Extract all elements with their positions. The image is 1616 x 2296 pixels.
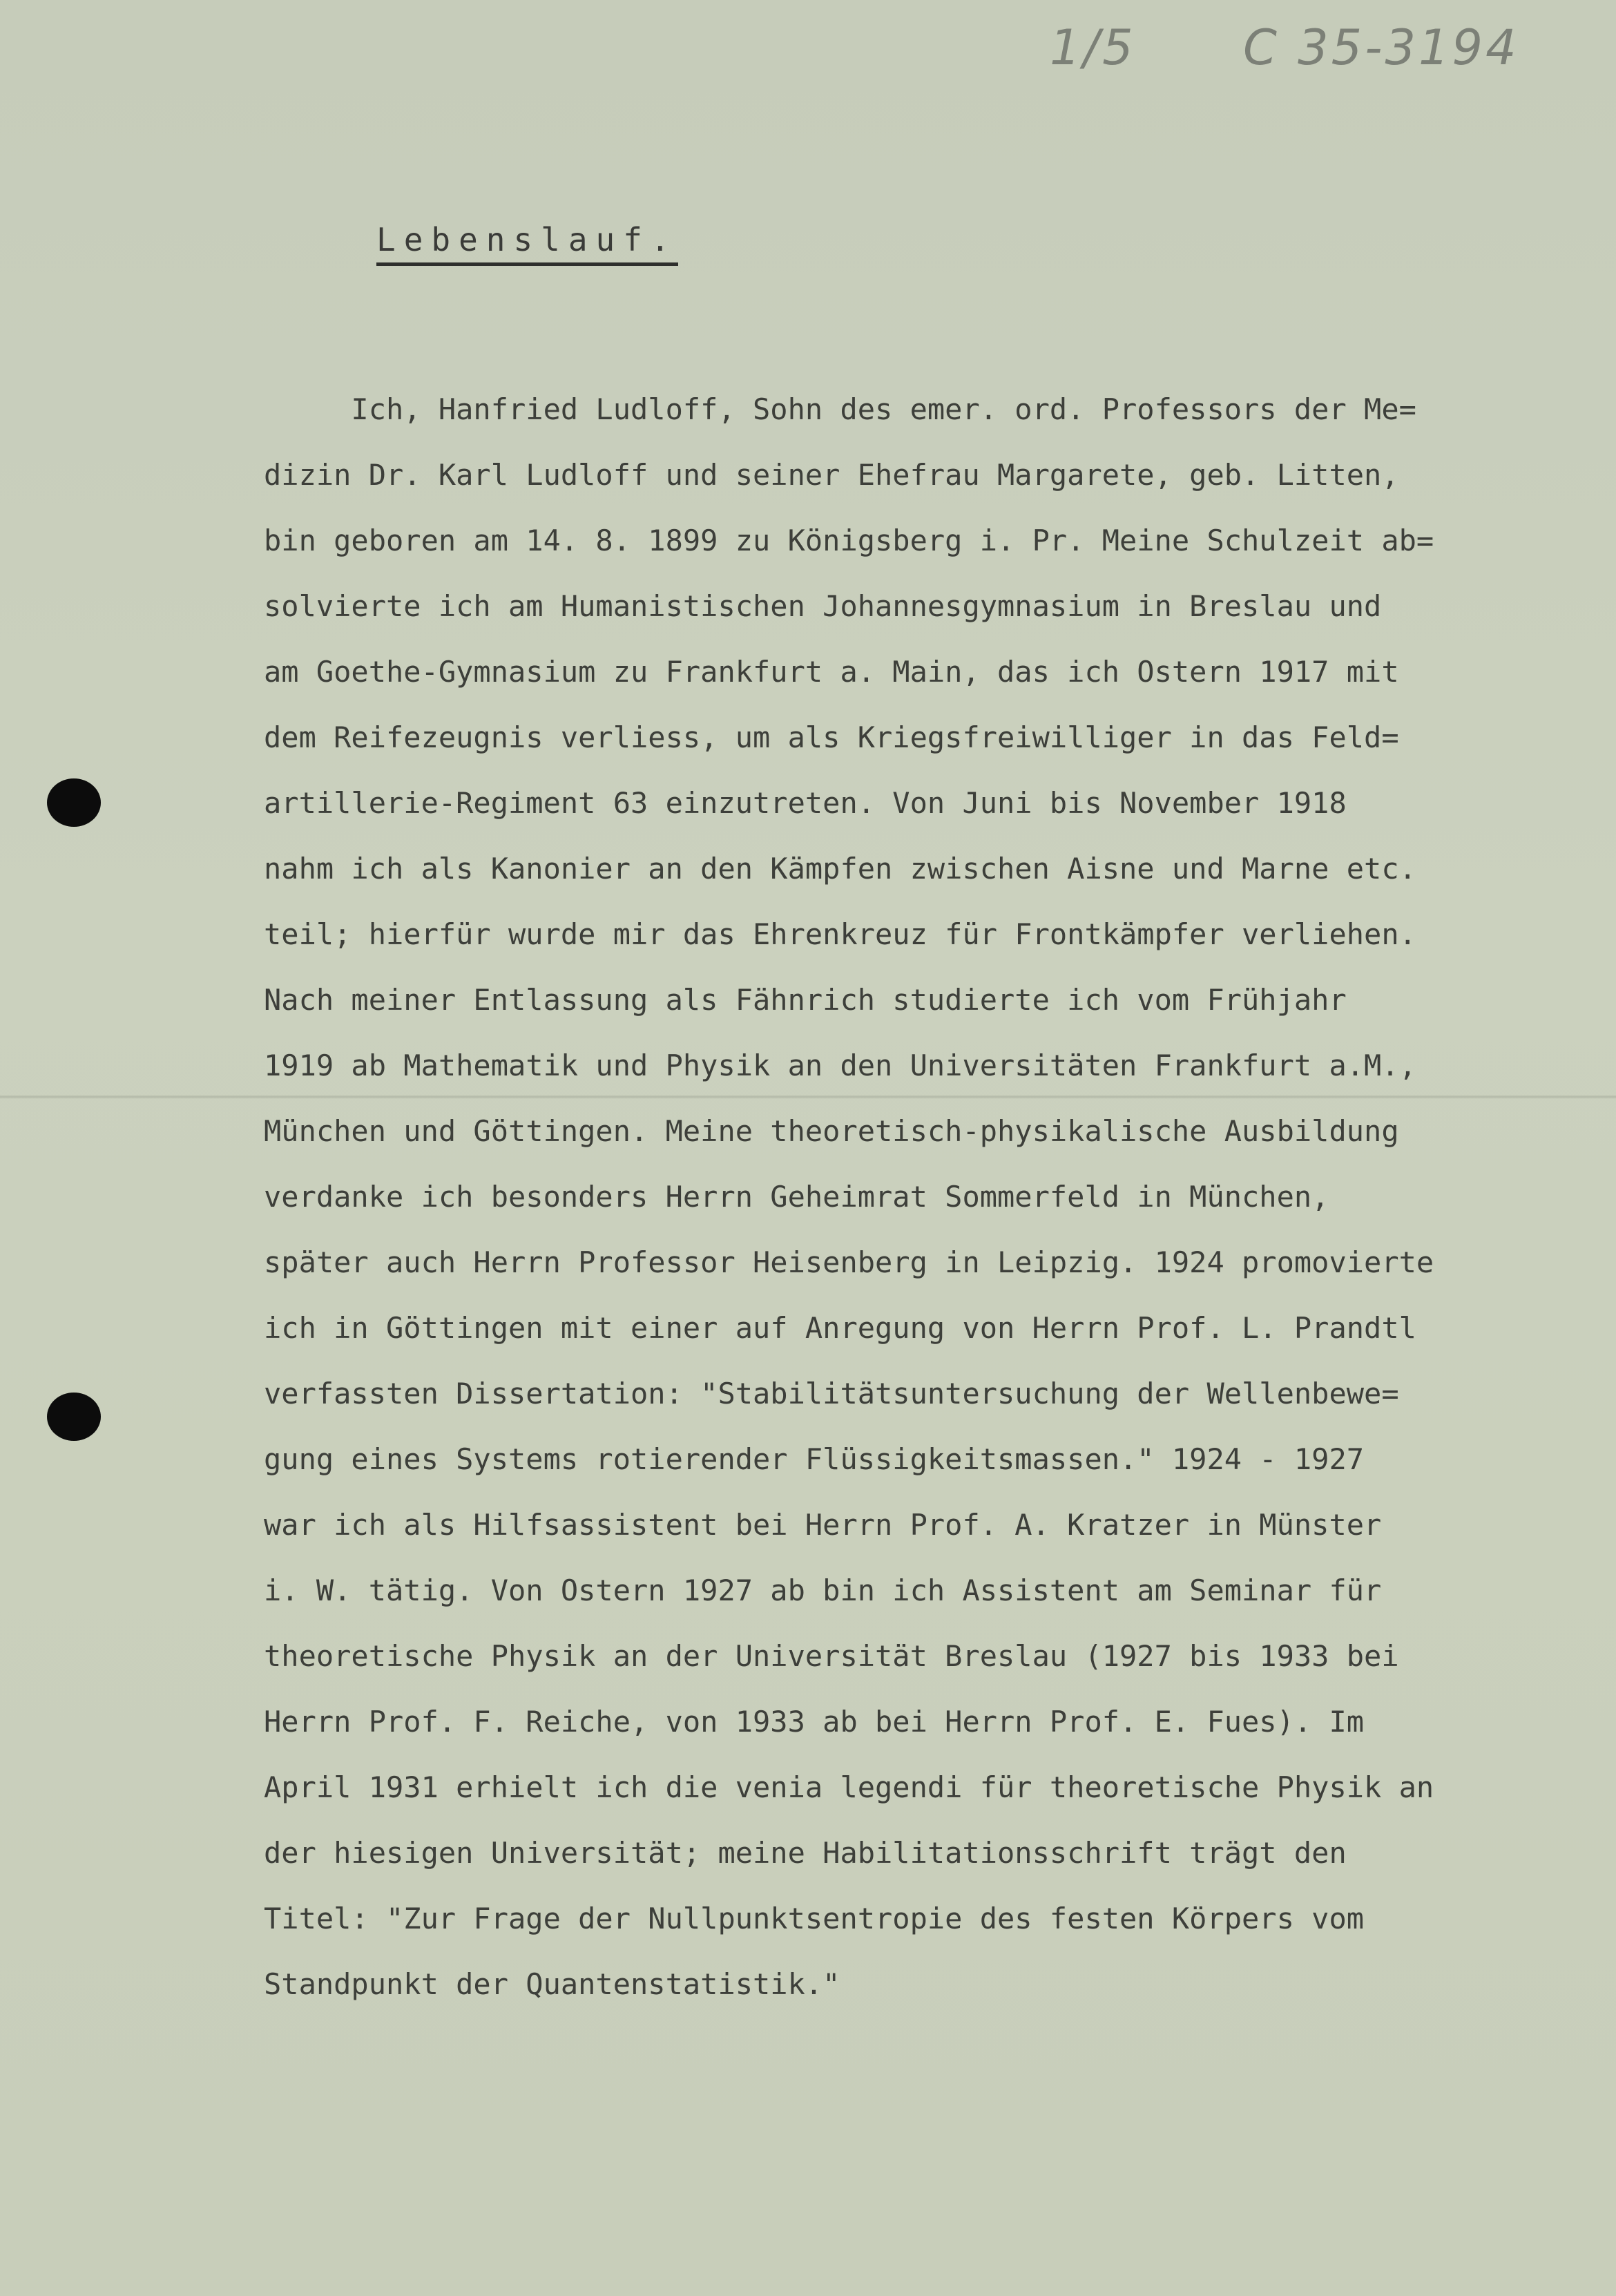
text-line: bin geboren am 14. 8. 1899 zu Königsberg i. Pr. Meine Schulzeit ab= — [264, 524, 1434, 557]
text-line: verdanke ich besonders Herrn Geheimrat Sommerfeld in München, — [264, 1180, 1329, 1214]
text-line: nahm ich als Kanonier an den Kämpfen zwischen Aisne und Marne etc. — [264, 852, 1416, 886]
text-line: 1919 ab Mathematik und Physik an den Universitäten Frankfurt a.M., — [264, 1049, 1416, 1082]
text-line: artillerie-Regiment 63 einzutreten. Von Juni bis November 1918 — [264, 786, 1347, 820]
page-number-annotation: 1/5 — [1050, 19, 1136, 76]
text-line: war ich als Hilfsassistent bei Herrn Prof. A. Kratzer in Münster — [264, 1508, 1382, 1542]
text-line: dizin Dr. Karl Ludloff und seiner Ehefrau Margarete, geb. Litten, — [264, 458, 1399, 492]
text-line: am Goethe-Gymnasium zu Frankfurt a. Main, das ich Ostern 1917 mit — [264, 655, 1399, 689]
text-line: später auch Herrn Professor Heisenberg in Leipzig. 1924 promovierte — [264, 1245, 1434, 1279]
document-body — [264, 376, 1434, 2017]
text-line: i. W. tätig. Von Ostern 1927 ab bin ich Assistent am Seminar für — [264, 1573, 1382, 1607]
text-line: dem Reifezeugnis verliess, um als Kriegsfreiwilliger in das Feld= — [264, 720, 1399, 754]
text-line: der hiesigen Universität; meine Habilitationsschrift trägt den — [264, 1836, 1347, 1870]
text-line: solvierte ich am Humanistischen Johannesgymnasium in Breslau und — [264, 589, 1382, 623]
text-line: theoretische Physik an der Universität Breslau (1927 bis 1933 bei — [264, 1639, 1399, 1673]
reference-number-annotation: C 35-3194 — [1243, 19, 1519, 76]
document-title: Lebenslauf. — [376, 221, 678, 266]
text-line: verfassten Dissertation: "Stabilitätsuntersuchung der Wellenbewe= — [264, 1377, 1399, 1410]
punch-hole — [47, 778, 101, 827]
text-line: Nach meiner Entlassung als Fähnrich studierte ich vom Frühjahr — [264, 983, 1347, 1017]
text-line: Ich, Hanfried Ludloff, Sohn des emer. ord. Professors der Me= — [264, 392, 1416, 426]
text-line: Standpunkt der Quantenstatistik." — [264, 1967, 840, 2001]
text-line: April 1931 erhielt ich die venia legendi für theoretische Physik an — [264, 1770, 1434, 1804]
text-line: München und Göttingen. Meine theoretisch-physikalische Ausbildung — [264, 1114, 1399, 1148]
text-line: Titel: "Zur Frage der Nullpunktsentropie des festen Körpers vom — [264, 1902, 1365, 1935]
text-line: ich in Göttingen mit einer auf Anregung von Herrn Prof. L. Prandtl — [264, 1311, 1416, 1345]
text-line: teil; hierfür wurde mir das Ehrenkreuz für Frontkämpfer verliehen. — [264, 917, 1416, 951]
punch-hole — [47, 1393, 101, 1441]
text-line: gung eines Systems rotierender Flüssigkeitsmassen." 1924 - 1927 — [264, 1442, 1365, 1476]
text-line: Herrn Prof. F. Reiche, von 1933 ab bei Herrn Prof. E. Fues). Im — [264, 1705, 1365, 1739]
